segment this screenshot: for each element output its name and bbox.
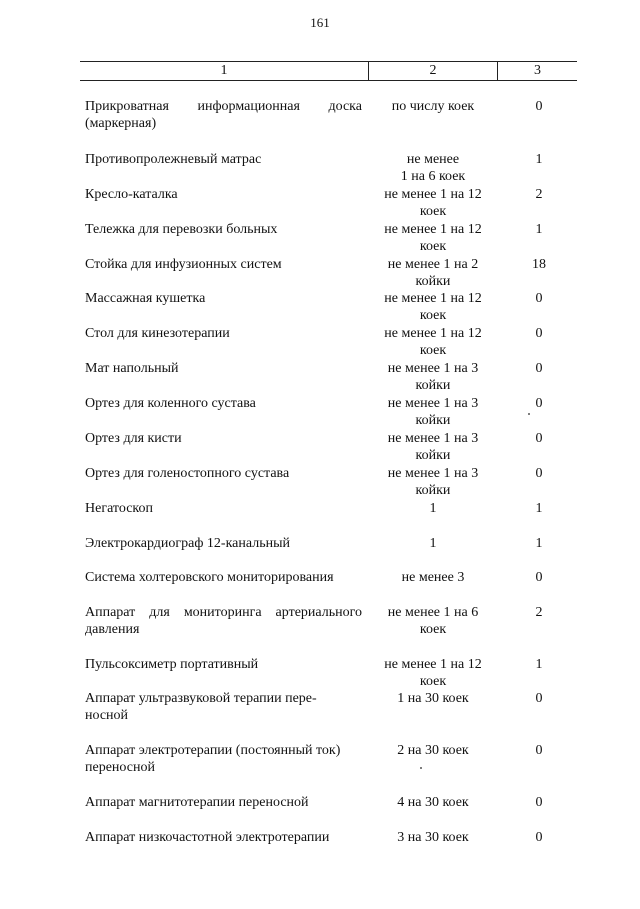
required-quantity: не менее 1 на 2 койки [387,257,479,289]
actual-count: 0 [535,466,543,481]
required-quantity: не менее 1 на 12 коек [384,326,482,358]
header-col-3: 3 [534,63,541,78]
required-quantity: не менее 1 на 12 коек [384,291,482,323]
header-col-2: 2 [369,62,498,80]
actual-count: 2 [535,187,543,202]
actual-count: 0 [535,795,543,810]
required-quantity: 4 на 30 коек [397,795,469,810]
equipment-name: Ортез для голеностопного сустава [85,466,290,481]
equipment-name: Негатоскоп [85,501,153,516]
actual-count: 0 [535,99,543,114]
actual-count: 2 [535,605,543,620]
equipment-name: Мат напольный [85,361,179,376]
equipment-name: Ортез для кисти [85,431,182,446]
equipment-name: Тележка для перевозки больных [85,222,278,237]
required-quantity: не менее 3 [401,570,465,585]
equipment-name: Система холтеровского мониторирования [85,570,334,585]
required-quantity: не менее 1 на 12 коек [384,222,482,254]
required-quantity: не менее 1 на 3 койки [387,466,479,498]
page-number: 161 [310,15,330,30]
required-quantity: не менее 1 на 3 койки [387,431,479,463]
equipment-name: Противопролежневый матрас [85,152,262,167]
scan-speck [420,767,422,769]
equipment-name: Аппарат низкочастотной электротерапии [85,830,330,845]
equipment-name: Пульсоксиметр портативный [85,657,259,672]
table-header [80,61,577,81]
required-quantity: по числу коек [391,99,475,114]
scan-speck [528,413,530,415]
actual-count: 0 [535,691,543,706]
equipment-name: Кресло-каталка [85,187,178,202]
required-quantity: не менее 1 на 3 койки [387,361,479,393]
equipment-name: Стол для кинезотерапии [85,326,230,341]
actual-count: 0 [535,830,543,845]
equipment-name: Прикроватная информационная доска (маркерная) [85,99,362,131]
actual-count: 0 [535,361,543,376]
actual-count: 0 [535,431,543,446]
actual-count: 0 [535,570,543,585]
equipment-name: Электрокардиограф 12-канальный [85,536,290,551]
equipment-name: Стойка для инфузионных систем [85,257,282,272]
required-quantity: 3 на 30 коек [397,830,469,845]
required-quantity: не менее 1 на 12 коек [384,187,482,219]
required-quantity: не менее 1 на 12 коек [384,657,482,689]
equipment-name: Ортез для коленного сустава [85,396,256,411]
required-quantity: 1 [429,536,437,551]
required-quantity: 1 [429,501,437,516]
actual-count: 0 [535,326,543,341]
actual-count: 1 [535,536,543,551]
header-col-1: 1 [80,62,369,80]
required-quantity: 2 на 30 коек [397,743,469,758]
equipment-name: Массажная кушетка [85,291,206,306]
actual-count: 18 [532,257,546,272]
actual-count: 0 [535,291,543,306]
actual-count: 1 [535,152,543,167]
required-quantity: не менее 1 на 6 коек [387,605,479,637]
actual-count: 1 [535,222,543,237]
equipment-name: Аппарат магнитотерапии переносной [85,795,309,810]
actual-count: 0 [535,396,543,411]
required-quantity: не менее 1 на 6 коек [400,152,466,184]
equipment-name: Аппарат электротерапии (постоянный ток) переносной [85,743,341,775]
required-quantity: 1 на 30 коек [397,691,469,706]
actual-count: 1 [535,657,543,672]
actual-count: 0 [535,743,543,758]
equipment-name: Аппарат для мониторинга артериального давления [85,605,362,637]
required-quantity: не менее 1 на 3 койки [387,396,479,428]
actual-count: 1 [535,501,543,516]
equipment-name: Аппарат ультразвуковой терапии пере- носной [85,691,317,723]
